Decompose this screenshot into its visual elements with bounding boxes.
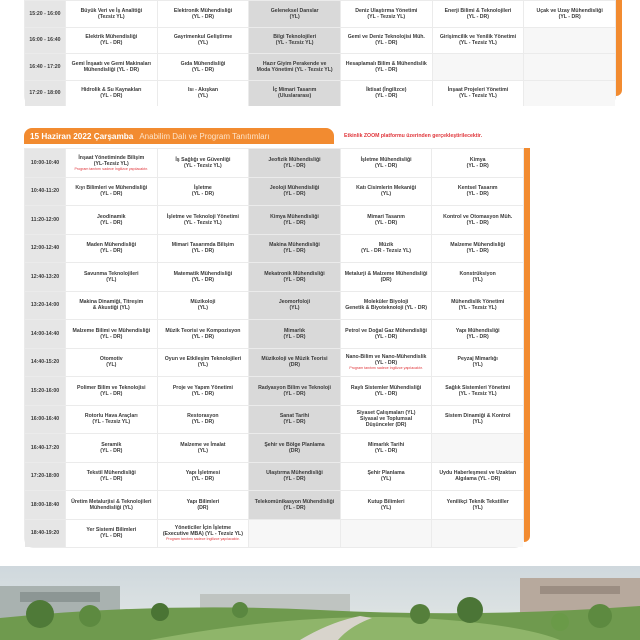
program-name: İç Mimari Tasarım (Uluslararası) — [272, 87, 317, 100]
program-cell — [341, 81, 432, 107]
banner-date: 15 Haziran 2022 Çarşamba — [30, 131, 134, 141]
program-name: Peyzaj Mimarlığı (YL) — [457, 356, 498, 369]
program-name: Jeomorfoloji (YL) — [278, 299, 311, 312]
program-cell — [432, 206, 523, 234]
program-cell — [158, 206, 249, 234]
program-name: Raylı Sistemler Mühendisliği (YL - DR) — [350, 384, 422, 397]
english-only-note: Program tanıtımı sadece İngilizce yapılacaktır. — [166, 537, 240, 542]
program-name: Deniz Ulaştırma Yönetimi (YL - Tezsiz YL) — [355, 7, 418, 20]
program-name: Mekatronik Mühendisliği (YL - DR) — [264, 270, 325, 283]
program-cell — [66, 463, 157, 491]
program-cell — [432, 263, 523, 291]
program-name: Maden Mühendisliği (YL - DR) — [86, 242, 137, 255]
program-name: Enerji Bilimi & Teknolojileri (YL - DR) — [444, 7, 512, 20]
program-name: Malzeme ve İmalat (YL) — [180, 441, 226, 454]
program-cell — [341, 349, 432, 377]
program-cell — [249, 434, 340, 462]
program-name: İnşaat Yönetiminde Bilişim (YL-Tezsiz YL) — [78, 154, 145, 167]
program-name: Kıyı Bilimleri ve Mühendisliği (YL - DR) — [75, 185, 148, 198]
top-schedule-panel — [24, 0, 616, 106]
time-slot: 17:20-18:00 — [25, 463, 65, 491]
program-name: Elektrik Mühendisliği (YL - DR) — [85, 34, 138, 47]
program-cell — [158, 491, 249, 519]
schedule-row — [25, 320, 523, 348]
program-cell — [341, 491, 432, 519]
program-name: Ulaştırma Mühendisliği (YL - DR) — [266, 470, 323, 483]
program-name: İnşaat Projeleri Yönetimi (YL - Tezsiz YL) — [447, 87, 509, 100]
program-name: Şehir ve Bölge Planlama (DR) — [264, 441, 325, 454]
program-name: Yapı İşletmesi (YL - DR) — [185, 470, 221, 483]
program-cell — [341, 377, 432, 405]
schedule-row — [25, 206, 523, 234]
program-cell — [249, 406, 340, 434]
program-cell — [249, 28, 340, 54]
program-name: Telekomünikasyon Mühendisliği (YL - DR) — [254, 498, 335, 511]
program-name: İş Sağlığı ve Güvenliği (YL - Tezsiz YL) — [175, 156, 231, 169]
schedule-row — [25, 406, 523, 434]
program-cell — [66, 28, 157, 54]
program-cell — [341, 1, 432, 27]
program-cell — [341, 54, 432, 80]
program-cell — [158, 81, 249, 107]
main-schedule-panel — [24, 148, 524, 548]
program-cell — [158, 28, 249, 54]
program-name: Kimya Mühendisliği (YL - DR) — [270, 213, 319, 226]
program-cell — [249, 54, 340, 80]
program-name: Müzik (YL - DR - Tezsiz YL) — [361, 242, 412, 255]
time-slot: 12:40-13:20 — [25, 263, 65, 291]
orange-edge-accent — [524, 148, 530, 542]
program-name: Yer Sistemi Bilimleri (YL - DR) — [86, 527, 137, 540]
program-cell — [66, 491, 157, 519]
program-cell — [158, 54, 249, 80]
program-name: Malzeme Mühendisliği (YL - DR) — [450, 242, 506, 255]
program-cell — [249, 320, 340, 348]
program-cell — [158, 520, 249, 548]
program-name: Radyasyon Bilim ve Teknoloji (YL - DR) — [258, 384, 331, 397]
program-name: Hesaplamalı Bilim & Mühendislik (YL - DR) — [345, 60, 427, 73]
program-name: Restorasyon (YL - DR) — [187, 413, 219, 426]
program-cell — [432, 434, 523, 462]
schedule-row — [25, 349, 523, 377]
program-name: Hazır Giyim Perakende ve Moda Yönetimi (YL - Tezsiz YL) — [256, 60, 333, 73]
program-cell — [524, 1, 615, 27]
program-cell — [66, 54, 157, 80]
program-name: Uydu Haberleşmesi ve Uzaktan Algılama (YL - DR) — [439, 470, 517, 483]
program-cell — [158, 263, 249, 291]
time-slot: 16:40 - 17:20 — [25, 54, 65, 80]
campus-photo-illustration — [0, 566, 640, 640]
program-name: Gemi ve Deniz Teknolojisi Müh. (YL - DR) — [347, 34, 425, 47]
program-cell — [341, 463, 432, 491]
program-cell — [66, 178, 157, 206]
schedule-row — [25, 1, 615, 27]
program-name: Hidrolik & Su Kaynakları (YL - DR) — [81, 87, 142, 100]
program-name: Gayrimenkul Geliştirme (YL) — [173, 34, 233, 47]
program-cell — [432, 292, 523, 320]
schedule-row — [25, 235, 523, 263]
schedule-row — [25, 463, 523, 491]
time-slot: 16:00 - 16:40 — [25, 28, 65, 54]
program-name: Sanat Tarihi (YL - DR) — [279, 413, 310, 426]
program-name: Matematik Mühendisliği (YL - DR) — [173, 270, 233, 283]
program-cell — [341, 235, 432, 263]
time-slot: 10:40-11:20 — [25, 178, 65, 206]
time-slot: 13:20-14:00 — [25, 292, 65, 320]
time-slot: 15:20 - 16:00 — [25, 1, 65, 27]
program-name: Uçak ve Uzay Mühendisliği (YL - DR) — [536, 7, 603, 20]
time-slot: 17:20 - 18:00 — [25, 81, 65, 107]
program-name: Mimari Tasarım (YL - DR) — [367, 213, 405, 226]
program-cell — [66, 377, 157, 405]
time-slot: 18:40-19:20 — [25, 520, 65, 548]
program-cell — [524, 81, 615, 107]
english-only-note: Program tanıtımı sadece İngilizce yapılacaktır. — [74, 166, 149, 171]
program-name: Makina Dinamiği, Titreşim & Akustiği (YL) — [79, 299, 144, 312]
program-name: Mimari Tasarımda Bilişim (YL - DR) — [171, 242, 234, 255]
program-name: Girişimcilik ve Yenilik Yönetimi (YL - Tezsiz YL) — [439, 34, 517, 47]
program-name: Polimer Bilim ve Teknolojisi (YL - DR) — [77, 384, 146, 397]
program-name: Tekstil Mühendisliği (YL - DR) — [86, 470, 136, 483]
program-cell — [249, 206, 340, 234]
program-cell — [341, 406, 432, 434]
time-slot: 16:00-16:40 — [25, 406, 65, 434]
program-cell — [341, 28, 432, 54]
program-name: Elektronik Mühendisliği (YL - DR) — [173, 7, 233, 20]
program-cell — [66, 434, 157, 462]
program-cell — [66, 520, 157, 548]
program-cell — [66, 292, 157, 320]
program-cell — [432, 320, 523, 348]
program-name: Jeoloji Mühendisliği (YL - DR) — [269, 185, 320, 198]
program-cell — [249, 463, 340, 491]
time-slot: 16:40-17:20 — [25, 434, 65, 462]
program-cell — [249, 491, 340, 519]
schedule-row — [25, 377, 523, 405]
program-cell — [433, 81, 524, 107]
program-name: Yöneticiler İçin İşletme (Executive MBA) (YL - Tezsiz YL) — [162, 525, 243, 538]
schedule-row — [25, 28, 615, 54]
banner-subtitle: Anabilim Dalı ve Program Tanıtımları — [139, 131, 270, 141]
program-cell — [158, 406, 249, 434]
program-name: Büyük Veri ve İş Analitiği (Tezsiz YL) — [80, 7, 143, 20]
program-cell — [66, 320, 157, 348]
program-name: Petrol ve Doğal Gaz Mühendisliği (YL - DR) — [345, 327, 428, 340]
program-name: Makina Mühendisliği (YL - DR) — [269, 242, 320, 255]
program-cell — [249, 235, 340, 263]
program-cell — [249, 1, 340, 27]
program-cell — [433, 1, 524, 27]
schedule-row — [25, 434, 523, 462]
program-name: Şehir Planlama (YL) — [367, 470, 405, 483]
program-cell — [432, 491, 523, 519]
program-name: Yenilikçi Teknik Tekstiller (YL) — [446, 498, 509, 511]
program-name: İşletme ve Teknoloji Yönetimi (YL - Tezsiz YL) — [166, 213, 239, 226]
program-cell — [341, 206, 432, 234]
program-cell — [524, 28, 615, 54]
program-name: Siyaset Çalışmaları (YL) Siyasal ve Toplumsal Düşünceler (DR) — [356, 409, 416, 429]
program-cell — [158, 235, 249, 263]
program-name: Oyun ve Etkileşim Teknolojileri (YL) — [164, 356, 242, 369]
program-name: Kutup Bilimleri (YL) — [367, 498, 405, 511]
program-name: Mimarlık Tarihi (YL - DR) — [367, 441, 405, 454]
program-name: Mühendislik Yönetimi (YL - Tezsiz YL) — [451, 299, 505, 312]
program-name: Kimya (YL - DR) — [466, 156, 489, 169]
program-name: Jeofizik Mühendisliği (YL - DR) — [268, 156, 321, 169]
orange-edge-accent — [616, 0, 622, 96]
time-slot: 18:00-18:40 — [25, 491, 65, 519]
program-cell — [66, 81, 157, 107]
program-cell — [158, 434, 249, 462]
program-cell — [158, 377, 249, 405]
program-name: Katı Cisimlerin Mekaniği (YL) — [356, 185, 417, 198]
time-slot: 10:00-10:40 — [25, 149, 65, 177]
program-cell — [249, 377, 340, 405]
program-name: Yapı Mühendisliği (YL - DR) — [455, 327, 500, 340]
time-slot: 12:00-12:40 — [25, 235, 65, 263]
program-cell — [249, 520, 340, 548]
top-schedule-table — [24, 0, 616, 107]
program-name: Sağlık Sistemleri Yönetimi (YL - Tezsiz YL) — [445, 384, 511, 397]
program-cell — [249, 149, 340, 177]
program-name: Otomotiv (YL) — [99, 356, 123, 369]
program-cell — [432, 149, 523, 177]
program-cell — [432, 349, 523, 377]
time-slot: 11:20-12:00 — [25, 206, 65, 234]
program-cell — [66, 235, 157, 263]
time-slot: 15:20-16:00 — [25, 377, 65, 405]
program-cell — [66, 406, 157, 434]
program-cell — [66, 149, 157, 177]
program-name: Proje ve Yapım Yönetimi (YL - DR) — [172, 384, 233, 397]
program-name: Geleneksel Danslar (YL) — [270, 7, 319, 20]
program-cell — [66, 263, 157, 291]
program-cell — [432, 406, 523, 434]
program-cell — [524, 54, 615, 80]
program-name: Mimarlık (YL - DR) — [283, 327, 306, 340]
program-cell — [432, 178, 523, 206]
program-name: Metalurji & Malzeme Mühendisliği (DR) — [344, 270, 428, 283]
program-name: Gemi İnşaatı ve Gemi Makinaları Mühendisliği (YL - DR) — [71, 60, 151, 73]
program-cell — [432, 463, 523, 491]
schedule-row — [25, 520, 523, 548]
program-cell — [432, 377, 523, 405]
program-name: Kontrol ve Otomasyon Müh. (YL - DR) — [443, 213, 513, 226]
program-name: İşletme Mühendisliği (YL - DR) — [360, 156, 412, 169]
program-name: Seramik (YL - DR) — [100, 441, 123, 454]
schedule-row — [25, 263, 523, 291]
program-cell — [433, 28, 524, 54]
program-cell — [341, 263, 432, 291]
campus-photo — [0, 566, 640, 640]
date-banner — [24, 128, 334, 144]
program-cell — [158, 1, 249, 27]
program-name: Yapı Bilimleri (DR) — [186, 498, 220, 511]
program-cell — [249, 178, 340, 206]
program-cell — [249, 349, 340, 377]
program-name: İktisat (İngilizce) (YL - DR) — [366, 87, 407, 100]
program-cell — [249, 263, 340, 291]
program-cell — [158, 463, 249, 491]
program-name: Müzik Teorisi ve Kompozisyon (YL - DR) — [165, 327, 241, 340]
program-name: Kentsel Tasarım (YL - DR) — [457, 185, 498, 198]
program-cell — [66, 349, 157, 377]
program-name: Isı - Akışkan (YL) — [187, 87, 219, 100]
program-name: Gıda Mühendisliği (YL - DR) — [180, 60, 226, 73]
program-cell — [158, 292, 249, 320]
schedule-row — [25, 149, 523, 177]
program-name: Savunma Teknolojileri (YL) — [83, 270, 139, 283]
schedule-row — [25, 178, 523, 206]
program-cell — [249, 81, 340, 107]
schedule-row — [25, 54, 615, 80]
program-cell — [341, 292, 432, 320]
program-cell — [341, 520, 432, 548]
zoom-note: Etkinlik ZOOM platformu üzerinden gerçekleştirilecektir. — [344, 133, 483, 139]
schedule-row — [25, 491, 523, 519]
program-cell — [432, 520, 523, 548]
program-cell — [341, 320, 432, 348]
program-cell — [158, 178, 249, 206]
time-slot: 14:40-15:20 — [25, 349, 65, 377]
program-name: Konstrüksiyon (YL) — [459, 270, 496, 283]
program-cell — [158, 349, 249, 377]
english-only-note: Program tanıtımı sadece İngilizce yapılacaktır. — [349, 366, 423, 371]
program-name: Nano-Bilim ve Nano-Mühendislik (YL - DR) — [345, 354, 427, 367]
program-name: İşletme (YL - DR) — [191, 185, 214, 198]
program-name: Jeodinamik (YL - DR) — [97, 213, 126, 226]
schedule-row — [25, 292, 523, 320]
program-name: Rotorlu Hava Araçları (YL - Tezsiz YL) — [84, 413, 138, 426]
program-name: Moleküler Biyoloji Genetik & Biyoteknoloji (YL - DR) — [345, 299, 427, 312]
program-cell — [158, 320, 249, 348]
program-name: Bilgi Teknolojileri (YL - Tezsiz YL) — [273, 34, 317, 47]
program-cell — [66, 206, 157, 234]
program-cell — [158, 149, 249, 177]
program-name: Müzikoloji ve Müzik Teorisi (DR) — [261, 356, 328, 369]
program-cell — [433, 54, 524, 80]
program-cell — [249, 292, 340, 320]
schedule-row — [25, 81, 615, 107]
program-cell — [341, 149, 432, 177]
time-slot: 14:00-14:40 — [25, 320, 65, 348]
program-name: Malzeme Bilimi ve Mühendisliği (YL - DR) — [72, 327, 151, 340]
program-name: Üretim Metalurjisi & Teknolojileri Mühendisliği (YL) — [71, 498, 152, 511]
program-cell — [66, 1, 157, 27]
program-cell — [341, 178, 432, 206]
program-name: Müzikoloji (YL) — [190, 299, 216, 312]
program-cell — [432, 235, 523, 263]
program-cell — [341, 434, 432, 462]
main-schedule-table — [24, 148, 524, 548]
program-name: Sistem Dinamiği & Kontrol (YL) — [444, 413, 511, 426]
